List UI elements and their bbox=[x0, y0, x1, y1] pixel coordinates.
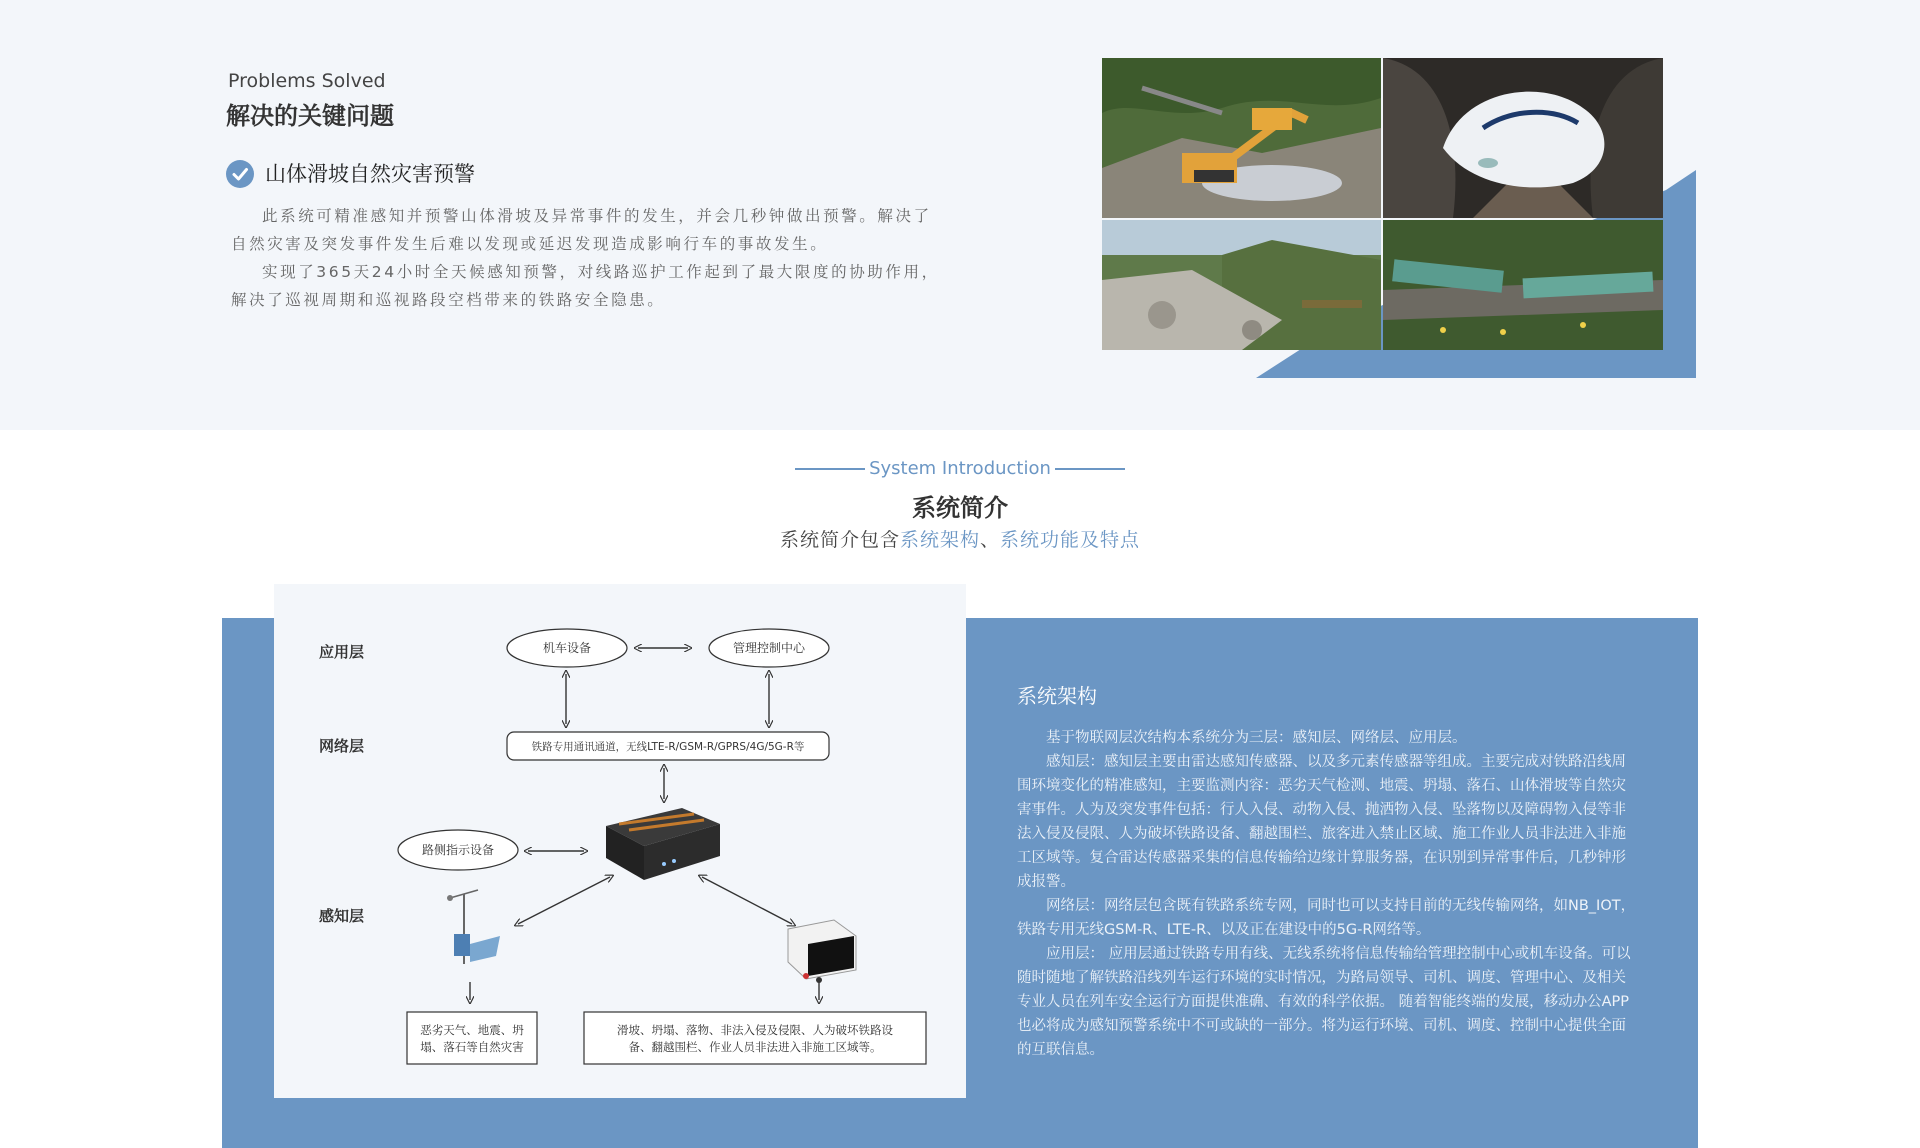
architecture-paragraph: 网络层：网络层包含既有铁路系统专网，同时也可以支持目前的无线传输网络，如NB_IOT，铁路专用无线GSM-R、LTE-R、以及正在建设中的5G-R网络等。 bbox=[1017, 898, 1636, 938]
human-event-line2: 备、翻越围栏、作业人员非法进入非施工区域等。 bbox=[628, 1040, 882, 1054]
problems-title-cn: 解决的关键问题 bbox=[226, 102, 394, 130]
system-intro-title-en: System Introduction bbox=[869, 458, 1051, 479]
heading-rule-right bbox=[1055, 468, 1125, 470]
high-speed-train-tunnel-photo bbox=[1383, 58, 1663, 218]
arrow-radar-server bbox=[702, 877, 792, 924]
problems-title-en: Problems Solved bbox=[228, 70, 386, 92]
network-channel-label: 铁路专用通讯通道，无线LTE-R/GSM-R/GPRS/4G/5G-R等 bbox=[531, 741, 805, 753]
architecture-paragraph: 感知层：感知层主要由雷达感知传感器、以及多元素传感器等组成。主要完成对铁路沿线周围环境变化的精准感知，主要监测内容：恶劣天气检测、地震、坍塌、落石、山体滑坡等自然灾害事件。人为及突发事件包括：行人入侵、动物入侵、抛洒物入侵、坠落物以及障碍物入侵等非法入侵及侵限、人为破坏铁路设备、翻越围栏、旅客进入禁止区域、施工作业人员非法进入非施工区域等。复合雷达传感器采集的信息传输给边缘计算服务器，在识别到异常事件后，几秒钟形成报警。 bbox=[1017, 754, 1626, 890]
arrow-weather-server bbox=[518, 877, 610, 924]
disaster-photo-collage bbox=[1102, 58, 1663, 350]
layer-net-label: 网络层 bbox=[319, 737, 365, 755]
problem-paragraph: 实现了365天24小时全天候感知预警，对线路巡护工作起到了最大限度的协助作用，解决了巡视周期和巡视路段空档带来的铁路安全隐患。 bbox=[231, 263, 940, 309]
subtitle-separator: 、 bbox=[980, 529, 1001, 551]
weather-station-icon bbox=[447, 890, 500, 964]
human-event-line1: 滑坡、坍塌、落物、非法入侵及侵限、人为破坏铁路设 bbox=[617, 1023, 893, 1037]
architecture-description bbox=[1017, 726, 1639, 1062]
loco-node-label: 机车设备 bbox=[542, 641, 592, 655]
subtitle-prefix: 系统简介包含 bbox=[779, 529, 900, 551]
natural-disaster-line2: 塌、落石等自然灾害 bbox=[420, 1040, 524, 1054]
natural-disaster-box bbox=[407, 1012, 537, 1064]
problem-description bbox=[231, 202, 945, 314]
system-intro-subtitle bbox=[0, 525, 1920, 552]
heading-rule-left bbox=[795, 468, 865, 470]
human-event-box bbox=[584, 1012, 926, 1064]
link-system-features[interactable]: 系统功能及特点 bbox=[1000, 529, 1141, 551]
edge-server-icon bbox=[606, 808, 720, 880]
excavator-landslide-photo bbox=[1102, 58, 1381, 218]
layer-sense-label: 感知层 bbox=[319, 907, 365, 925]
radar-sensor-icon bbox=[788, 920, 856, 983]
link-system-architecture[interactable]: 系统架构 bbox=[899, 529, 980, 551]
rockfall-valley-photo bbox=[1102, 220, 1381, 350]
roadside-device-label: 路侧指示设备 bbox=[421, 843, 495, 857]
problem-paragraph: 此系统可精准感知并预警山体滑坡及异常事件的发生，并会几秒钟做出预警。解决了自然灾害及突发事件发生后难以发现或延迟发现造成影响行车的事故发生。 bbox=[231, 207, 932, 253]
system-intro-title-cn: 系统简介 bbox=[912, 494, 1008, 522]
architecture-diagram bbox=[274, 584, 966, 1098]
architecture-paragraph: 应用层： 应用层通过铁路专用有线、无线系统将信息传输给管理控制中心或机车设备。可以随时随地了解铁路沿线列车运行环境的实时情况，为路局领导、司机、调度、管理中心、及相关专业人员在列车安全运行方面提供准确、有效的科学依据。 随着智能终端的发展，移动办公APP也必将成为感知预警系统中不可或缺的一部分。将为运行环境、司机、调度、控制中心提供全面的互联信息。 bbox=[1017, 946, 1631, 1058]
check-circle-icon bbox=[226, 160, 254, 188]
natural-disaster-line1: 恶劣天气、地震、坍 bbox=[420, 1023, 524, 1037]
control-center-label: 管理控制中心 bbox=[732, 641, 806, 655]
architecture-title: 系统架构 bbox=[1017, 684, 1097, 708]
system-intro-heading bbox=[0, 458, 1920, 479]
derailed-train-photo bbox=[1383, 220, 1663, 350]
layer-app-label: 应用层 bbox=[319, 643, 365, 661]
problem-item-title: 山体滑坡自然灾害预警 bbox=[265, 162, 475, 186]
architecture-paragraph: 基于物联网层次结构本系统分为三层：感知层、网络层、应用层。 bbox=[1046, 730, 1467, 746]
